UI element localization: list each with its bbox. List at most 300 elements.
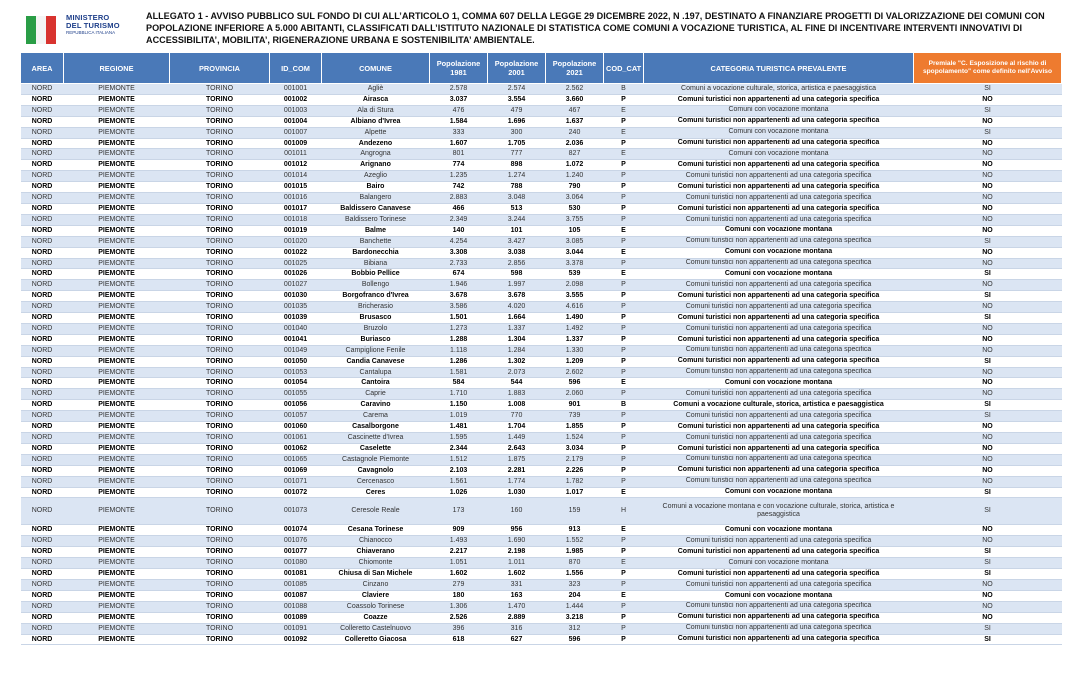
cell-pop-1981: 1.150 (430, 400, 488, 411)
cell-comune: Bollengo (322, 280, 430, 291)
cell-regione: PIEMONTE (64, 367, 170, 378)
cell-cod-cat: E (604, 269, 644, 280)
cell-pop-2001: 770 (488, 411, 546, 422)
cell-categoria: Comuni turistici non appartenenti ad una categoria specifica (644, 422, 914, 433)
cell-pop-2021: 827 (546, 149, 604, 160)
cell-cod-cat: P (604, 280, 644, 291)
cell-area: NORD (21, 612, 64, 623)
cell-provincia: TORINO (170, 160, 270, 171)
cell-regione: PIEMONTE (64, 84, 170, 95)
cell-provincia: TORINO (170, 422, 270, 433)
cell-cod-cat: P (604, 94, 644, 105)
cell-categoria: Comuni con vocazione montana (644, 487, 914, 498)
cell-comune: Casalborgone (322, 422, 430, 433)
cell-area: NORD (21, 160, 64, 171)
cell-premiale: SI (914, 569, 1062, 580)
table-row (21, 356, 1062, 367)
cell-comune: Candia Canavese (322, 356, 430, 367)
cell-pop-2001: 2.281 (488, 465, 546, 476)
cell-premiale: NO (914, 601, 1062, 612)
cell-id-com: 001071 (270, 476, 322, 487)
cell-pop-1981: 333 (430, 127, 488, 138)
cell-area: NORD (21, 422, 64, 433)
cell-provincia: TORINO (170, 127, 270, 138)
cell-regione: PIEMONTE (64, 465, 170, 476)
cell-cod-cat: P (604, 313, 644, 324)
cell-pop-1981: 742 (430, 182, 488, 193)
cell-pop-2001: 1.337 (488, 323, 546, 334)
cell-id-com: 001057 (270, 411, 322, 422)
cell-categoria: Comuni turistici non appartenenti ad una categoria specifica (644, 433, 914, 444)
table-row (21, 433, 1062, 444)
cell-pop-2001: 3.048 (488, 193, 546, 204)
cell-categoria: Comuni turistici non appartenenti ad una categoria specifica (644, 389, 914, 400)
cell-cod-cat: E (604, 487, 644, 498)
cell-comune: Andezeno (322, 138, 430, 149)
cell-pop-2001: 1.774 (488, 476, 546, 487)
cell-comune: Angrogna (322, 149, 430, 160)
cell-categoria: Comuni turistici non appartenenti ad una categoria specifica (644, 171, 914, 182)
cell-cod-cat: P (604, 258, 644, 269)
cell-categoria: Comuni turistici non appartenenti ad una categoria specifica (644, 214, 914, 225)
cell-pop-2021: 913 (546, 525, 604, 536)
cell-premiale: SI (914, 634, 1062, 645)
table-row (21, 214, 1062, 225)
municipalities-table (20, 52, 1062, 645)
cell-categoria: Comuni turistici non appartenenti ad una categoria specifica (644, 612, 914, 623)
table-body (21, 84, 1062, 645)
cell-id-com: 001076 (270, 536, 322, 547)
cell-pop-2021: 530 (546, 203, 604, 214)
cell-area: NORD (21, 138, 64, 149)
cell-cod-cat: P (604, 182, 644, 193)
cell-cod-cat: P (604, 579, 644, 590)
cell-comune: Bricherasio (322, 302, 430, 313)
cell-pop-2001: 479 (488, 105, 546, 116)
cell-regione: PIEMONTE (64, 302, 170, 313)
cell-id-com: 001091 (270, 623, 322, 634)
table-row (21, 525, 1062, 536)
cell-cod-cat: P (604, 547, 644, 558)
cell-pop-2001: 1.704 (488, 422, 546, 433)
cell-id-com: 001027 (270, 280, 322, 291)
table-row (21, 547, 1062, 558)
column-header-cod-cat: COD_CAT (604, 53, 644, 84)
cell-id-com: 001053 (270, 367, 322, 378)
cell-premiale: NO (914, 345, 1062, 356)
cell-pop-2021: 1.240 (546, 171, 604, 182)
cell-pop-1981: 2.217 (430, 547, 488, 558)
cell-regione: PIEMONTE (64, 433, 170, 444)
cell-pop-2001: 1.602 (488, 569, 546, 580)
cell-regione: PIEMONTE (64, 280, 170, 291)
cell-pop-2001: 316 (488, 623, 546, 634)
cell-provincia: TORINO (170, 193, 270, 204)
cell-pop-2021: 596 (546, 634, 604, 645)
cell-area: NORD (21, 225, 64, 236)
cell-pop-1981: 2.103 (430, 465, 488, 476)
cell-area: NORD (21, 590, 64, 601)
cell-pop-2021: 240 (546, 127, 604, 138)
cell-premiale: SI (914, 269, 1062, 280)
cell-cod-cat: P (604, 601, 644, 612)
cell-pop-2001: 3.038 (488, 247, 546, 258)
cell-pop-1981: 1.273 (430, 323, 488, 334)
table-row (21, 84, 1062, 95)
table-row (21, 623, 1062, 634)
cell-regione: PIEMONTE (64, 378, 170, 389)
cell-comune: Albiano d'Ivrea (322, 116, 430, 127)
cell-categoria: Comuni turistici non appartenenti ad una categoria specifica (644, 476, 914, 487)
cell-pop-2021: 1.855 (546, 422, 604, 433)
cell-categoria: Comuni turistici non appartenenti ad una categoria specifica (644, 203, 914, 214)
cell-premiale: NO (914, 590, 1062, 601)
cell-pop-1981: 3.678 (430, 291, 488, 302)
cell-pop-2001: 1.284 (488, 345, 546, 356)
cell-categoria: Comuni turistici non appartenenti ad una categoria specifica (644, 623, 914, 634)
cell-pop-2021: 2.036 (546, 138, 604, 149)
cell-regione: PIEMONTE (64, 236, 170, 247)
cell-cod-cat: E (604, 105, 644, 116)
cell-area: NORD (21, 116, 64, 127)
cell-pop-2001: 1.997 (488, 280, 546, 291)
cell-categoria: Comuni turistici non appartenenti ad una categoria specifica (644, 116, 914, 127)
cell-regione: PIEMONTE (64, 193, 170, 204)
table-row (21, 116, 1062, 127)
cell-area: NORD (21, 465, 64, 476)
cell-comune: Ala di Stura (322, 105, 430, 116)
cell-cod-cat: P (604, 171, 644, 182)
cell-cod-cat: P (604, 433, 644, 444)
cell-premiale: NO (914, 525, 1062, 536)
cell-area: NORD (21, 345, 64, 356)
cell-premiale: SI (914, 105, 1062, 116)
cell-regione: PIEMONTE (64, 160, 170, 171)
cell-pop-2021: 1.556 (546, 569, 604, 580)
cell-pop-2021: 3.755 (546, 214, 604, 225)
table-row (21, 345, 1062, 356)
cell-regione: PIEMONTE (64, 105, 170, 116)
table-row (21, 569, 1062, 580)
cell-regione: PIEMONTE (64, 476, 170, 487)
cell-comune: Balme (322, 225, 430, 236)
cell-premiale: SI (914, 313, 1062, 324)
cell-provincia: TORINO (170, 378, 270, 389)
cell-premiale: NO (914, 612, 1062, 623)
cell-pop-2021: 3.034 (546, 443, 604, 454)
cell-pop-2001: 898 (488, 160, 546, 171)
cell-premiale: NO (914, 454, 1062, 465)
cell-premiale: NO (914, 247, 1062, 258)
cell-area: NORD (21, 193, 64, 204)
cell-provincia: TORINO (170, 443, 270, 454)
cell-provincia: TORINO (170, 525, 270, 536)
cell-cod-cat: P (604, 389, 644, 400)
cell-comune: Ceresole Reale (322, 498, 430, 525)
cell-cod-cat: P (604, 291, 644, 302)
table-row (21, 127, 1062, 138)
cell-id-com: 001065 (270, 454, 322, 465)
cell-pop-2021: 159 (546, 498, 604, 525)
cell-categoria: Comuni turistici non appartenenti ad una categoria specifica (644, 454, 914, 465)
cell-categoria: Comuni turistici non appartenenti ad una categoria specifica (644, 547, 914, 558)
cell-id-com: 001015 (270, 182, 322, 193)
cell-categoria: Comuni turistici non appartenenti ad una categoria specifica (644, 465, 914, 476)
cell-pop-2001: 331 (488, 579, 546, 590)
cell-pop-1981: 1.710 (430, 389, 488, 400)
cell-pop-1981: 140 (430, 225, 488, 236)
cell-id-com: 001012 (270, 160, 322, 171)
cell-provincia: TORINO (170, 116, 270, 127)
table-row (21, 590, 1062, 601)
cell-pop-1981: 674 (430, 269, 488, 280)
cell-pop-2001: 101 (488, 225, 546, 236)
cell-area: NORD (21, 258, 64, 269)
cell-premiale: NO (914, 443, 1062, 454)
cell-pop-1981: 3.308 (430, 247, 488, 258)
cell-categoria: Comuni turistici non appartenenti ad una categoria specifica (644, 258, 914, 269)
cell-comune: Airasca (322, 94, 430, 105)
cell-area: NORD (21, 203, 64, 214)
cell-categoria: Comuni turistici non appartenenti ad una categoria specifica (644, 94, 914, 105)
cell-provincia: TORINO (170, 94, 270, 105)
cell-pop-2001: 1.875 (488, 454, 546, 465)
cell-categoria: Comuni turistici non appartenenti ad una categoria specifica (644, 323, 914, 334)
column-header-pop-1981: Popolazione 1981 (430, 53, 488, 84)
cell-pop-1981: 1.235 (430, 171, 488, 182)
cell-pop-2021: 790 (546, 182, 604, 193)
cell-cod-cat: P (604, 116, 644, 127)
cell-provincia: TORINO (170, 302, 270, 313)
cell-pop-1981: 476 (430, 105, 488, 116)
cell-regione: PIEMONTE (64, 258, 170, 269)
cell-cod-cat: P (604, 411, 644, 422)
cell-provincia: TORINO (170, 84, 270, 95)
cell-premiale: NO (914, 94, 1062, 105)
cell-regione: PIEMONTE (64, 422, 170, 433)
table-row (21, 422, 1062, 433)
cell-pop-2001: 1.705 (488, 138, 546, 149)
cell-area: NORD (21, 236, 64, 247)
cell-id-com: 001004 (270, 116, 322, 127)
cell-pop-1981: 466 (430, 203, 488, 214)
cell-pop-2021: 901 (546, 400, 604, 411)
cell-categoria: Comuni turistici non appartenenti ad una categoria specifica (644, 280, 914, 291)
table-row (21, 411, 1062, 422)
cell-id-com: 001001 (270, 84, 322, 95)
cell-pop-2001: 300 (488, 127, 546, 138)
cell-pop-1981: 1.481 (430, 422, 488, 433)
cell-premiale: NO (914, 433, 1062, 444)
cell-comune: Colleretto Castelnuovo (322, 623, 430, 634)
cell-id-com: 001077 (270, 547, 322, 558)
cell-provincia: TORINO (170, 280, 270, 291)
cell-area: NORD (21, 269, 64, 280)
column-header-regione: REGIONE (64, 53, 170, 84)
logo-line-3: REPUBBLICA ITALIANA (66, 29, 116, 35)
cell-pop-2001: 1.449 (488, 433, 546, 444)
cell-premiale: NO (914, 149, 1062, 160)
cell-comune: Borgofranco d'Ivrea (322, 291, 430, 302)
table-row (21, 634, 1062, 645)
table-row (21, 400, 1062, 411)
cell-pop-2021: 1.782 (546, 476, 604, 487)
cell-provincia: TORINO (170, 634, 270, 645)
cell-categoria: Comuni turistici non appartenenti ad una categoria specifica (644, 291, 914, 302)
cell-area: NORD (21, 94, 64, 105)
table-row (21, 247, 1062, 258)
cell-area: NORD (21, 105, 64, 116)
cell-provincia: TORINO (170, 291, 270, 302)
cell-pop-2021: 1.524 (546, 433, 604, 444)
cell-pop-1981: 396 (430, 623, 488, 634)
cell-premiale: NO (914, 302, 1062, 313)
cell-pop-2001: 3.554 (488, 94, 546, 105)
column-header-pop-2021: Popolazione 2021 (546, 53, 604, 84)
cell-categoria: Comuni turistici non appartenenti ad una categoria specifica (644, 367, 914, 378)
cell-pop-2001: 1.883 (488, 389, 546, 400)
cell-pop-2021: 3.044 (546, 247, 604, 258)
cell-area: NORD (21, 536, 64, 547)
cell-id-com: 001050 (270, 356, 322, 367)
cell-comune: Claviere (322, 590, 430, 601)
cell-pop-2021: 596 (546, 378, 604, 389)
cell-id-com: 001025 (270, 258, 322, 269)
cell-premiale: SI (914, 400, 1062, 411)
table-row (21, 193, 1062, 204)
table-row (21, 334, 1062, 345)
cell-id-com: 001018 (270, 214, 322, 225)
cell-pop-2001: 1.690 (488, 536, 546, 547)
cell-pop-2021: 1.492 (546, 323, 604, 334)
cell-area: NORD (21, 182, 64, 193)
table-row (21, 601, 1062, 612)
cell-comune: Alpette (322, 127, 430, 138)
cell-provincia: TORINO (170, 487, 270, 498)
cell-pop-1981: 2.344 (430, 443, 488, 454)
cell-pop-2021: 3.064 (546, 193, 604, 204)
cell-premiale: SI (914, 84, 1062, 95)
cell-comune: Chiaverano (322, 547, 430, 558)
cell-comune: Caravino (322, 400, 430, 411)
cell-provincia: TORINO (170, 389, 270, 400)
logo-line-2: DEL TURISMO (66, 20, 120, 30)
table-row (21, 558, 1062, 569)
cell-pop-2001: 3.427 (488, 236, 546, 247)
cell-area: NORD (21, 323, 64, 334)
cell-area: NORD (21, 476, 64, 487)
cell-area: NORD (21, 367, 64, 378)
table-row (21, 389, 1062, 400)
cell-provincia: TORINO (170, 547, 270, 558)
cell-comune: Cantoira (322, 378, 430, 389)
cell-pop-1981: 1.946 (430, 280, 488, 291)
cell-premiale: NO (914, 171, 1062, 182)
cell-comune: Caselette (322, 443, 430, 454)
cell-comune: Agliè (322, 84, 430, 95)
cell-categoria: Comuni con vocazione montana (644, 378, 914, 389)
cell-provincia: TORINO (170, 149, 270, 160)
cell-regione: PIEMONTE (64, 313, 170, 324)
cell-premiale: SI (914, 291, 1062, 302)
cell-cod-cat: P (604, 634, 644, 645)
cell-regione: PIEMONTE (64, 127, 170, 138)
cell-cod-cat: E (604, 247, 644, 258)
cell-comune: Bardonecchia (322, 247, 430, 258)
cell-area: NORD (21, 498, 64, 525)
cell-categoria: Comuni con vocazione montana (644, 525, 914, 536)
cell-area: NORD (21, 378, 64, 389)
cell-provincia: TORINO (170, 612, 270, 623)
cell-area: NORD (21, 247, 64, 258)
cell-pop-1981: 1.026 (430, 487, 488, 498)
cell-provincia: TORINO (170, 590, 270, 601)
cell-premiale: NO (914, 258, 1062, 269)
cell-premiale: NO (914, 193, 1062, 204)
cell-id-com: 001030 (270, 291, 322, 302)
table-row (21, 171, 1062, 182)
cell-pop-2001: 777 (488, 149, 546, 160)
cell-premiale: SI (914, 236, 1062, 247)
cell-categoria: Comuni turistici non appartenenti ad una categoria specifica (644, 536, 914, 547)
document-title: ALLEGATO 1 - AVVISO PUBBLICO SUL FONDO DI CUI ALL’ARTICOLO 1, COMMA 607 DELLA LEGGE 29 DICEMBRE 2022, N .197, DESTINATO A FINANZIARE PROGETTI DI VALORIZZAZIONE DEI COMUNI CON POPOLAZIONE INFERIORE A 5.000 ABITANTI, CLASSIFICATI DALL’ISTITUTO NAZIONALE DI STATISTICA COME COMUNI A VOCAZIONE TURISTICA, AL FINE DI INCENTIVARE INTERVENTI INNOVATIVI DI ACCESSIBILITA’, MOBILITA’, RIGENERAZIONE URBANA E SOSTENIBILITA’ AMBIENTALE. (146, 11, 1045, 45)
cell-provincia: TORINO (170, 536, 270, 547)
cell-pop-1981: 173 (430, 498, 488, 525)
cell-pop-1981: 180 (430, 590, 488, 601)
cell-id-com: 001009 (270, 138, 322, 149)
cell-provincia: TORINO (170, 171, 270, 182)
cell-categoria: Comuni turistici non appartenenti ad una categoria specifica (644, 334, 914, 345)
cell-cod-cat: E (604, 590, 644, 601)
cell-pop-1981: 584 (430, 378, 488, 389)
cell-categoria: Comuni turistici non appartenenti ad una categoria specifica (644, 182, 914, 193)
cell-id-com: 001092 (270, 634, 322, 645)
cell-pop-2021: 1.552 (546, 536, 604, 547)
table-row (21, 291, 1062, 302)
cell-pop-1981: 1.306 (430, 601, 488, 612)
cell-pop-1981: 1.581 (430, 367, 488, 378)
table-row (21, 94, 1062, 105)
cell-provincia: TORINO (170, 498, 270, 525)
cell-pop-1981: 1.512 (430, 454, 488, 465)
cell-provincia: TORINO (170, 182, 270, 193)
logo-text (66, 14, 120, 35)
cell-provincia: TORINO (170, 465, 270, 476)
column-header-categoria: CATEGORIA TURISTICA PREVALENTE (644, 53, 914, 84)
cell-regione: PIEMONTE (64, 601, 170, 612)
table-row (21, 149, 1062, 160)
cell-pop-1981: 2.733 (430, 258, 488, 269)
cell-area: NORD (21, 291, 64, 302)
cell-premiale: SI (914, 623, 1062, 634)
cell-comune: Chiusa di San Michele (322, 569, 430, 580)
cell-id-com: 001087 (270, 590, 322, 601)
cell-pop-1981: 1.602 (430, 569, 488, 580)
cell-pop-2021: 1.072 (546, 160, 604, 171)
table-row (21, 579, 1062, 590)
cell-regione: PIEMONTE (64, 487, 170, 498)
cell-provincia: TORINO (170, 138, 270, 149)
cell-id-com: 001062 (270, 443, 322, 454)
column-header-pop-2001: Popolazione 2001 (488, 53, 546, 84)
cell-categoria: Comuni turistici non appartenenti ad una categoria specifica (644, 634, 914, 645)
cell-pop-2021: 1.490 (546, 313, 604, 324)
table-row (21, 236, 1062, 247)
cell-pop-2021: 1.985 (546, 547, 604, 558)
cell-pop-2021: 539 (546, 269, 604, 280)
cell-regione: PIEMONTE (64, 623, 170, 634)
cell-id-com: 001002 (270, 94, 322, 105)
